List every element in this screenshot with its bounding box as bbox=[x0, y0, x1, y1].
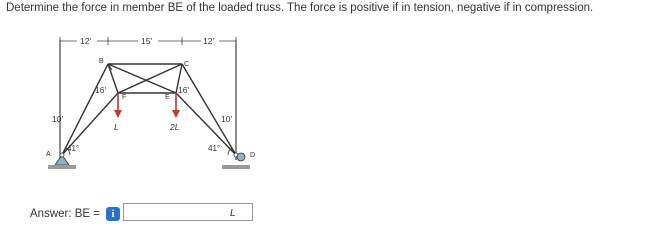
answer-unit: L bbox=[230, 208, 236, 219]
member-AB bbox=[62, 64, 108, 155]
joint-C-label: C bbox=[184, 61, 190, 68]
dim-left-label: 12' bbox=[80, 36, 92, 46]
truss-members bbox=[62, 64, 236, 155]
answer-label: Answer: BE = bbox=[30, 208, 100, 220]
load-F-label: L bbox=[114, 122, 119, 132]
member-CD bbox=[182, 64, 236, 155]
joint-D-label: D bbox=[250, 152, 256, 159]
dim-mid-label: 15' bbox=[141, 36, 153, 46]
dim-right-label: 12' bbox=[203, 36, 215, 46]
answer-row bbox=[30, 204, 236, 224]
right-support-height-label: 10' bbox=[221, 114, 233, 124]
question-text: Determine the force in member BE of the loaded truss. The force is positive if in tension, negative if in compression. bbox=[6, 2, 594, 14]
joint-B-label: B bbox=[99, 58, 104, 65]
right-angle-label: 41° bbox=[208, 144, 221, 153]
member-ED bbox=[176, 93, 236, 155]
member-CF bbox=[118, 64, 182, 93]
left-angle-label: 41° bbox=[67, 144, 80, 153]
pin-support-A bbox=[48, 153, 76, 169]
joint-E-label: E bbox=[165, 94, 170, 101]
load-E-label: 2L bbox=[170, 122, 180, 132]
member-BE bbox=[108, 64, 176, 93]
info-icon[interactable]: i bbox=[106, 207, 120, 221]
length-CE-label: 16' bbox=[178, 85, 190, 95]
length-BF-label: 16' bbox=[95, 85, 107, 95]
left-support-height-label: 10' bbox=[52, 114, 64, 124]
joint-A-label: A bbox=[46, 151, 51, 158]
joint-F-label: F bbox=[122, 94, 127, 101]
roller-support-D bbox=[222, 153, 250, 169]
